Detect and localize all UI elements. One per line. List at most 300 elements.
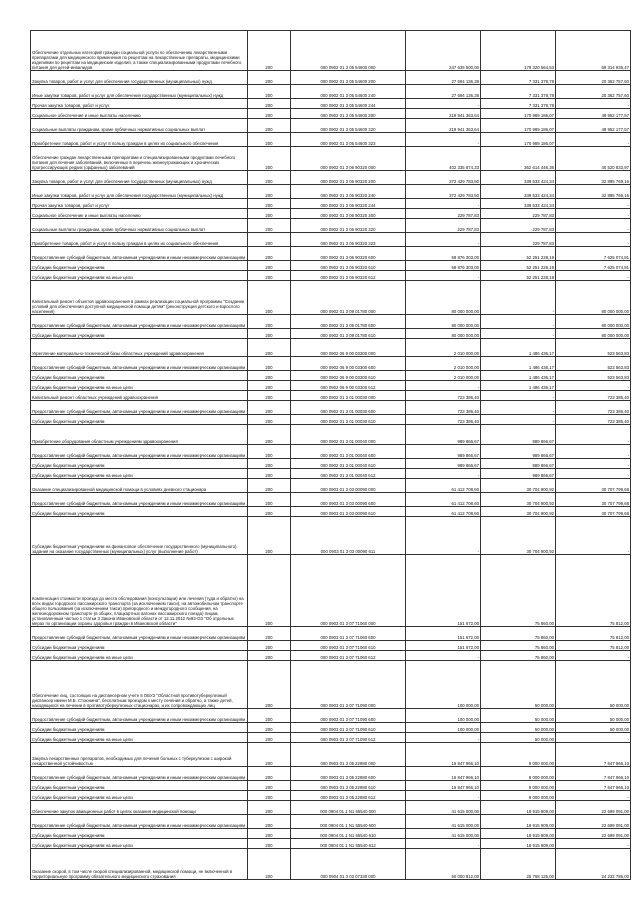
row-kbk: 000 0902 01 3 05 54600 320	[291, 119, 406, 133]
row-name: Субсидии бюджетным учреждениям на иные цели	[31, 651, 248, 661]
row-approved: -	[406, 233, 481, 247]
row-kbk: 000 0902 01 3 05 54600 300	[291, 109, 406, 119]
row-kbk: 000 0902 01 3 05 54600 200	[291, 71, 406, 85]
row-unexecuted: 7 847 966,10	[556, 781, 631, 791]
row-executed: 1 486 436,17	[481, 339, 556, 357]
table-row	[31, 371, 631, 381]
row-kbk: 000 0903 01 3 03 00090 610	[291, 507, 406, 517]
table-row	[31, 109, 631, 119]
row-unexecuted: 32 895 769,16	[556, 185, 631, 199]
row-name: Субсидии бюджетным учреждениям	[31, 507, 248, 517]
table-row	[31, 415, 631, 425]
row-code: 200	[248, 371, 291, 381]
row-code: 200	[248, 391, 291, 401]
row-approved: 402 335 874,33	[406, 147, 481, 171]
row-unexecuted: -	[556, 733, 631, 743]
table-row	[31, 445, 631, 459]
row-name: Субсидии бюджетным учреждениям на иные цели	[31, 469, 248, 479]
row-executed: 7 331 378,78	[481, 85, 556, 99]
table-row	[31, 339, 631, 357]
row-unexecuted: 40 520 833,97	[556, 147, 631, 171]
row-kbk: 000 0904 01 1 N1 55540 610	[291, 829, 406, 839]
row-executed: 30 704 900,92	[481, 517, 556, 555]
row-approved: 100 000,00	[406, 661, 481, 709]
row-kbk: 000 0903 01 3 07 71090 612	[291, 733, 406, 743]
row-kbk: 000 0902 01 3 06 90320 300	[291, 209, 406, 219]
table-row	[31, 641, 631, 651]
table-row	[31, 233, 631, 247]
row-unexecuted: -	[556, 133, 631, 147]
row-kbk: 000 0904 01 3 03 07330 000	[291, 849, 406, 880]
table-row	[31, 357, 631, 371]
row-executed: -	[481, 391, 556, 401]
row-code: 200	[248, 199, 291, 209]
row-approved: -	[406, 381, 481, 391]
row-unexecuted: -	[556, 209, 631, 219]
row-executed: 75 860,00	[481, 651, 556, 661]
row-name: Субсидии бюджетным учреждениям	[31, 459, 248, 469]
row-executed: 362 614 446,36	[481, 147, 556, 171]
row-kbk: 000 0903 01 3 07 71090 000	[291, 661, 406, 709]
table-row	[31, 839, 631, 849]
table-row	[31, 71, 631, 85]
row-kbk: 000 0902 01 3 01 00030 610	[291, 415, 406, 425]
row-executed: 8 000 000,00	[481, 791, 556, 801]
table-row	[31, 185, 631, 199]
row-kbk: 000 0902 01 3 09 01780 600	[291, 315, 406, 329]
row-unexecuted: 7 847 966,10	[556, 767, 631, 781]
row-executed: 229 787,83	[481, 209, 556, 219]
row-executed: 170 989 186,07	[481, 119, 556, 133]
row-name: Капитальный ремонт объектов здравоохранения в рамках реализации социальной программы "Создание условий для обеспечения доступной медицинской помощи детям" (реконструкция детского и взрослого населения)	[31, 281, 248, 315]
row-unexecuted: -	[556, 839, 631, 849]
row-approved: 61 412 708,60	[406, 493, 481, 507]
row-code: 200	[248, 627, 291, 641]
row-unexecuted: -	[556, 459, 631, 469]
row-unexecuted: 32 895 769,16	[556, 171, 631, 185]
row-unexecuted: 48 952 177,57	[556, 119, 631, 133]
row-kbk: 000 0902 01 3 09 01780 000	[291, 281, 406, 315]
row-name: Субсидии бюджетным учреждениям на иные цели	[31, 733, 248, 743]
table-row	[31, 381, 631, 391]
row-approved: 59 876 303,00	[406, 261, 481, 271]
row-approved: 27 694 136,38	[406, 71, 481, 85]
table-row	[31, 815, 631, 829]
row-executed: 30 704 900,92	[481, 507, 556, 517]
row-code: 200	[248, 209, 291, 219]
row-kbk: 000 0902 01 3 01 00030 000	[291, 391, 406, 401]
row-code: 200	[248, 425, 291, 445]
row-name: Предоставление субсидий бюджетным, автономным учреждениям и иным некоммерческим организациям	[31, 315, 248, 329]
row-kbk: 000 0902 01 3 01 00040 610	[291, 459, 406, 469]
row-name: Обеспечение закупок авиационных работ в целях оказания медицинской помощи	[31, 801, 248, 815]
row-unexecuted: 75 812,00	[556, 641, 631, 651]
row-approved: -	[406, 517, 481, 555]
row-name: Субсидии бюджетным учреждениям	[31, 415, 248, 425]
row-code: 200	[248, 415, 291, 425]
row-executed: 52 251 228,19	[481, 247, 556, 261]
row-name: Социальные выплаты гражданам, кроме публичных нормативных социальных выплат	[31, 219, 248, 233]
row-unexecuted: 523 563,83	[556, 357, 631, 371]
row-executed: 1 486 436,17	[481, 371, 556, 381]
row-name: Субсидии бюджетным учреждениям	[31, 829, 248, 839]
row-unexecuted: 7 625 074,81	[556, 261, 631, 271]
row-unexecuted: -	[556, 517, 631, 555]
row-unexecuted: 50 000,00	[556, 709, 631, 723]
row-approved: 27 694 136,38	[406, 85, 481, 99]
row-kbk: 000 0902 01 3 05 54600 000	[291, 31, 406, 71]
row-kbk: 000 0902 01 3 05 54600 240	[291, 85, 406, 99]
row-approved: 989 866,67	[406, 459, 481, 469]
row-approved: -	[406, 651, 481, 661]
table-row	[31, 723, 631, 733]
row-unexecuted: -	[556, 651, 631, 661]
row-executed: 30 704 900,92	[481, 479, 556, 493]
row-approved: -	[406, 791, 481, 801]
row-approved: 80 000 000,00	[406, 281, 481, 315]
row-name: Субсидии бюджетным учреждениям	[31, 329, 248, 339]
row-name: Субсидии бюджетным учреждениям	[31, 261, 248, 271]
row-unexecuted: -	[556, 445, 631, 459]
row-unexecuted: -	[556, 271, 631, 281]
row-unexecuted: 48 952 177,57	[556, 109, 631, 119]
row-kbk: 000 0903 01 3 05 22880 600	[291, 767, 406, 781]
row-unexecuted: 80 000 000,00	[556, 329, 631, 339]
row-executed: 75 860,00	[481, 627, 556, 641]
table-row	[31, 661, 631, 709]
table-body	[31, 31, 631, 880]
row-code: 200	[248, 381, 291, 391]
row-unexecuted: 80 000 000,00	[556, 315, 631, 329]
row-name: Прочая закупка товаров, работ и услуг	[31, 199, 248, 209]
table-row	[31, 85, 631, 99]
row-executed: 1 486 436,17	[481, 357, 556, 371]
row-name: Закупка лекарственных препаратов, необходимых для лечения больных с туберкулезом с широкой лекарственной устойчивостью	[31, 743, 248, 767]
row-approved: 723 386,40	[406, 415, 481, 425]
row-code: 200	[248, 723, 291, 733]
row-unexecuted: -	[556, 791, 631, 801]
row-code: 200	[248, 733, 291, 743]
row-approved: 41 615 000,00	[406, 829, 481, 839]
row-executed: 18 915 909,00	[481, 801, 556, 815]
row-executed: 30 704 900,92	[481, 493, 556, 507]
row-kbk: 000 0902 01 3 01 00040 612	[291, 469, 406, 479]
row-kbk: 000 0903 01 3 07 71060 612	[291, 651, 406, 661]
row-unexecuted: -	[556, 199, 631, 209]
row-approved: 2 010 000,00	[406, 371, 481, 381]
row-executed: 18 915 909,00	[481, 829, 556, 839]
row-kbk: 000 0903 01 3 05 22880 610	[291, 781, 406, 791]
row-approved: -	[406, 99, 481, 109]
row-unexecuted: 24 232 786,00	[556, 849, 631, 880]
row-executed: 7 331 378,78	[481, 99, 556, 109]
row-unexecuted: 723 386,40	[556, 391, 631, 401]
row-code: 200	[248, 247, 291, 261]
row-code: 200	[248, 357, 291, 371]
row-name: Субсидии бюджетным учреждениям на иные цели	[31, 381, 248, 391]
row-name: Субсидии бюджетным учреждениям	[31, 641, 248, 651]
row-name: Социальное обеспечение и иные выплаты населению	[31, 109, 248, 119]
row-kbk: 000 0902 01 3 06 90320 200	[291, 171, 406, 185]
row-name: Субсидии бюджетным учреждениям	[31, 371, 248, 381]
row-code: 200	[248, 71, 291, 85]
row-code: 200	[248, 555, 291, 627]
row-approved: 80 000 000,00	[406, 315, 481, 329]
row-code: 200	[248, 31, 291, 71]
budget-execution-table	[30, 30, 631, 880]
row-executed: 75 860,00	[481, 641, 556, 651]
row-name: Иные закупки товаров, работ и услуг для обеспечения государственных (муниципальных) нужд	[31, 185, 248, 199]
row-approved: 59 876 303,00	[406, 247, 481, 261]
row-code: 200	[248, 709, 291, 723]
row-kbk: 000 0904 01 1 N1 55540 612	[291, 839, 406, 849]
table-row	[31, 709, 631, 723]
row-executed: 229 787,83	[481, 219, 556, 233]
row-executed: 339 533 424,34	[481, 171, 556, 185]
row-name: Приобретение товаров, работ и услуг в пользу граждан в целях их социального обеспечения	[31, 133, 248, 147]
row-name: Предоставление субсидий бюджетным, автономным учреждениям и иным некоммерческим организациям	[31, 627, 248, 641]
row-unexecuted: 7 847 966,10	[556, 743, 631, 767]
row-name: Субсидии бюджетным учреждениям на финансовое обеспечение государственного (муниципального) задания на оказание государственных (муниципальных) услуг (выполнение работ)	[31, 517, 248, 555]
row-code: 200	[248, 185, 291, 199]
row-approved: 41 615 000,00	[406, 801, 481, 815]
row-code: 200	[248, 661, 291, 709]
table-row	[31, 507, 631, 517]
row-unexecuted: 20 362 757,60	[556, 85, 631, 99]
row-unexecuted: 75 812,00	[556, 627, 631, 641]
row-code: 200	[248, 261, 291, 271]
row-approved: 723 386,40	[406, 401, 481, 415]
row-kbk: 000 0902 06 9 00 03300 610	[291, 371, 406, 381]
row-approved: 50 000 912,00	[406, 849, 481, 880]
table-row	[31, 479, 631, 493]
row-name: Предоставление субсидий бюджетным, автономным учреждениям и иным некоммерческим организациям	[31, 401, 248, 415]
row-code: 200	[248, 119, 291, 133]
table-row	[31, 391, 631, 401]
row-code: 200	[248, 401, 291, 415]
row-approved: -	[406, 133, 481, 147]
row-executed: -	[481, 329, 556, 339]
row-name: Оказание скорой, в том числе скорой специализированной, медицинской помощи, не включенной в территориальную программу обязательного медицинского страхования	[31, 849, 248, 880]
table-row	[31, 493, 631, 507]
row-kbk: 000 0903 01 3 07 71090 610	[291, 723, 406, 733]
row-kbk: 000 0902 01 3 06 90320 600	[291, 247, 406, 261]
row-unexecuted: 723 386,40	[556, 401, 631, 415]
row-kbk: 000 0902 06 9 00 03300 600	[291, 357, 406, 371]
row-unexecuted: -	[556, 99, 631, 109]
row-approved: -	[406, 733, 481, 743]
row-name: Социальные выплаты гражданам, кроме публичных нормативных социальных выплат	[31, 119, 248, 133]
row-approved: 723 386,40	[406, 391, 481, 401]
row-unexecuted: -	[556, 233, 631, 247]
row-code: 200	[248, 479, 291, 493]
row-executed: 170 989 186,07	[481, 109, 556, 119]
table-row	[31, 829, 631, 839]
row-kbk: 000 0902 01 3 06 90320 323	[291, 233, 406, 247]
row-code: 200	[248, 281, 291, 315]
row-unexecuted: 30 707 799,68	[556, 479, 631, 493]
row-kbk: 000 0902 01 3 06 90320 244	[291, 199, 406, 209]
row-unexecuted: 523 563,83	[556, 371, 631, 381]
row-name: Приобретение товаров, работ и услуг в пользу граждан в целях их социального обеспечения	[31, 233, 248, 247]
row-approved: 100 000,00	[406, 709, 481, 723]
row-unexecuted: 75 812,00	[556, 555, 631, 627]
row-kbk: 000 0903 01 3 07 71060 600	[291, 627, 406, 641]
row-executed: 989 866,67	[481, 425, 556, 445]
row-code: 200	[248, 171, 291, 185]
row-kbk: 000 0903 01 3 07 71090 600	[291, 709, 406, 723]
row-approved: -	[406, 839, 481, 849]
row-executed: -	[481, 315, 556, 329]
row-approved: 41 615 000,00	[406, 815, 481, 829]
row-approved: 61 412 708,60	[406, 507, 481, 517]
row-kbk: 000 0904 01 1 N1 55540 000	[291, 801, 406, 815]
row-unexecuted: 22 699 091,00	[556, 815, 631, 829]
row-name: Приобретение оборудования областным учреждениям здравоохранения	[31, 425, 248, 445]
row-name: Закупка товаров, работ и услуг для обеспечения государственных (муниципальных) нужд	[31, 171, 248, 185]
row-unexecuted: -	[556, 469, 631, 479]
row-code: 200	[248, 99, 291, 109]
row-approved: 15 847 966,10	[406, 781, 481, 791]
table-row	[31, 743, 631, 767]
row-code: 200	[248, 219, 291, 233]
row-unexecuted: -	[556, 425, 631, 445]
row-approved: 229 787,83	[406, 219, 481, 233]
row-approved: 151 672,00	[406, 627, 481, 641]
row-name: Предоставление субсидий бюджетным, автономным учреждениям и иным некоммерческим организациям	[31, 493, 248, 507]
row-kbk: 000 0902 01 3 06 90320 000	[291, 147, 406, 171]
table-row	[31, 849, 631, 880]
row-approved: 61 412 708,60	[406, 479, 481, 493]
row-approved: 151 672,00	[406, 641, 481, 651]
row-name: Предоставление субсидий бюджетным, автономным учреждениям и иным некоммерческим организациям	[31, 247, 248, 261]
row-executed: 989 866,67	[481, 469, 556, 479]
row-code: 200	[248, 329, 291, 339]
table-row	[31, 171, 631, 185]
table-row	[31, 147, 631, 171]
table-row	[31, 425, 631, 445]
table-row	[31, 627, 631, 641]
row-unexecuted: 80 000 000,00	[556, 281, 631, 315]
row-executed: 75 860,00	[481, 555, 556, 627]
table-row	[31, 199, 631, 209]
row-kbk: 000 0903 01 3 03 00090 000	[291, 479, 406, 493]
row-code: 200	[248, 815, 291, 829]
row-approved: 989 866,67	[406, 425, 481, 445]
row-code: 200	[248, 493, 291, 507]
row-code: 200	[248, 469, 291, 479]
row-name: Предоставление субсидий бюджетным, автономным учреждениям и иным некоммерческим организациям	[31, 357, 248, 371]
table-row	[31, 261, 631, 271]
row-executed: 50 000,00	[481, 661, 556, 709]
row-executed: 18 915 909,00	[481, 839, 556, 849]
row-name: Иные закупки товаров, работ и услуг для обеспечения государственных (муниципальных) нужд	[31, 85, 248, 99]
row-code: 200	[248, 339, 291, 357]
table-row	[31, 219, 631, 233]
row-executed: 229 787,83	[481, 233, 556, 247]
table-row	[31, 271, 631, 281]
row-approved: -	[406, 469, 481, 479]
row-approved: 989 866,67	[406, 445, 481, 459]
row-approved: 100 000,00	[406, 723, 481, 733]
row-unexecuted: 22 699 091,00	[556, 829, 631, 839]
table-row	[31, 99, 631, 109]
row-code: 200	[248, 829, 291, 839]
row-unexecuted: 7 625 074,81	[556, 247, 631, 261]
table-row	[31, 651, 631, 661]
row-kbk: 000 0902 01 3 01 00040 600	[291, 445, 406, 459]
row-code: 200	[248, 641, 291, 651]
row-code: 200	[248, 767, 291, 781]
row-code: 200	[248, 109, 291, 119]
row-unexecuted: 30 707 799,68	[556, 493, 631, 507]
row-code: 200	[248, 517, 291, 555]
row-name: Капитальный ремонт областных учреждений здравоохранения	[31, 391, 248, 401]
row-name: Предоставление субсидий бюджетным, автономным учреждениям и иным некоммерческим организациям	[31, 815, 248, 829]
row-kbk: 000 0902 01 3 09 01780 610	[291, 329, 406, 339]
row-approved: 2 010 000,00	[406, 339, 481, 357]
row-code: 200	[248, 743, 291, 767]
row-unexecuted: 22 699 091,00	[556, 801, 631, 815]
table-row	[31, 315, 631, 329]
row-executed: 50 000,00	[481, 723, 556, 733]
row-name: Обеспечение лиц, состоящих на диспансерном учете в ОБУЗ "Областной противотуберкулезный диспансер имени М.Б. Стоюнина", бесплатным проездом к месту лечения и обратно, а также детей, находящихся на лечении в противотуберкулезных стационарах, и их сопровождающих лиц	[31, 661, 248, 709]
row-executed: 339 533 424,34	[481, 185, 556, 199]
row-unexecuted: 69 314 935,47	[556, 31, 631, 71]
row-approved: -	[406, 271, 481, 281]
table-row	[31, 733, 631, 743]
row-unexecuted: 50 000,00	[556, 723, 631, 733]
row-name: Оказание специализированной медицинской помощи в условиях дневного стационара	[31, 479, 248, 493]
row-code: 200	[248, 791, 291, 801]
row-unexecuted: 50 000,00	[556, 661, 631, 709]
row-approved: 229 787,83	[406, 209, 481, 219]
row-approved: 247 635 500,00	[406, 31, 481, 71]
row-approved: 80 000 000,00	[406, 329, 481, 339]
row-name: Субсидии бюджетным учреждениям на иные цели	[31, 271, 248, 281]
row-name: Прочая закупка товаров, работ и услуг	[31, 99, 248, 109]
row-approved: 372 429 783,50	[406, 171, 481, 185]
row-kbk: 000 0902 01 3 06 90320 240	[291, 185, 406, 199]
row-kbk: 000 0902 01 3 05 54600 323	[291, 133, 406, 147]
row-executed: 52 251 228,19	[481, 261, 556, 271]
row-code: 200	[248, 651, 291, 661]
table-row	[31, 247, 631, 261]
row-kbk: 000 0902 01 3 01 00030 600	[291, 401, 406, 415]
row-approved: 219 941 363,64	[406, 119, 481, 133]
row-code: 200	[248, 507, 291, 517]
row-name: Компенсация стоимости проезда до места обследования (консультации) или лечения (туда и обратно) на всех видах городского пассажирского транспорта (за исключением такси), на автомобильном транспорте общего пользования (за исключением такси) пригородного и междугородного сообщения, на железнодорожном транспорте (в общих, плацкартных вагонах пассажирского поезда) лицам, установленным частью 1 статьи 3 Закона Ивановской области от 12.11.2012 №93-ОЗ "Об отдельных мерах по организации охраны здоровья граждан в Ивановской области"	[31, 555, 248, 627]
table-row	[31, 401, 631, 415]
row-code: 200	[248, 849, 291, 880]
row-kbk: 000 0902 01 3 06 90320 610	[291, 261, 406, 271]
row-code: 200	[248, 781, 291, 791]
row-name: Предоставление субсидий бюджетным, автономным учреждениям и иным некоммерческим организациям	[31, 445, 248, 459]
row-executed: 50 000,00	[481, 733, 556, 743]
row-kbk: 000 0902 01 3 05 54600 244	[291, 99, 406, 109]
row-unexecuted: 523 563,83	[556, 339, 631, 357]
row-kbk: 000 0902 06 9 00 03300 000	[291, 339, 406, 357]
row-executed: -	[481, 281, 556, 315]
table-row	[31, 517, 631, 555]
row-executed: 8 000 000,00	[481, 767, 556, 781]
row-executed: 1 486 436,17	[481, 381, 556, 391]
row-approved: 2 010 000,00	[406, 357, 481, 371]
table-row	[31, 31, 631, 71]
row-executed: 989 866,67	[481, 445, 556, 459]
row-executed: -	[481, 401, 556, 415]
row-name: Субсидии бюджетным учреждениям	[31, 781, 248, 791]
